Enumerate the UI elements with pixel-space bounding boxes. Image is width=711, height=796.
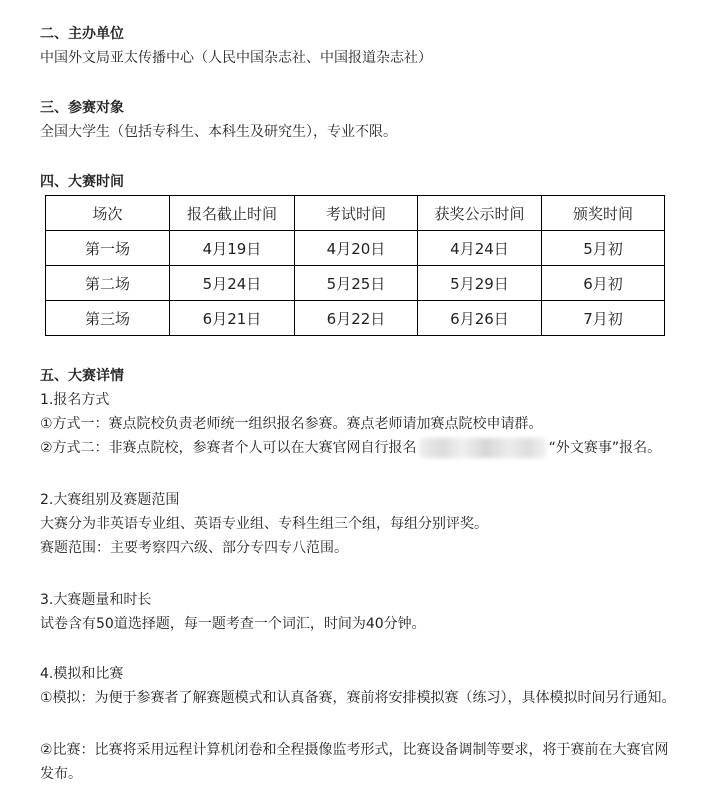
table-row — [46, 266, 665, 301]
redacted-url-blur — [419, 438, 547, 458]
table-cell: 5月25日 — [295, 266, 418, 301]
sub-1-title: 1.报名方式 — [40, 392, 110, 408]
table-cell: 第一场 — [46, 231, 170, 266]
section-5-heading: 五、大赛详情 — [40, 368, 124, 384]
table-row — [46, 301, 665, 336]
section-3-text: 全国大学生（包括专科生、本科生及研究生），专业不限。 — [40, 124, 397, 140]
sub-1-item-2-before: ②方式二：非赛点院校，参赛者个人可以在大赛官网自行报名 — [40, 440, 417, 456]
table-cell: 6月初 — [542, 266, 665, 301]
table-row — [46, 231, 665, 266]
table-cell: 6月22日 — [295, 301, 418, 336]
sub-1-item-2 — [40, 438, 661, 458]
section-3-heading: 三、参赛对象 — [40, 100, 124, 116]
table-header-cell: 考试时间 — [295, 196, 418, 231]
section-2-text: 中国外文局亚太传播中心（人民中国杂志社、中国报道杂志社） — [40, 50, 432, 66]
table-header-cell: 场次 — [46, 196, 170, 231]
sub-1-item-2-after: “外文赛事”报名。 — [548, 440, 662, 456]
table-cell: 4月19日 — [170, 231, 295, 266]
table-cell: 4月20日 — [295, 231, 418, 266]
sub-4-title: 4.模拟和比赛 — [40, 666, 124, 682]
table-header-cell: 获奖公示时间 — [418, 196, 542, 231]
section-2-heading: 二、主办单位 — [40, 26, 124, 42]
table-cell: 4月24日 — [418, 231, 542, 266]
sub-2-title: 2.大赛组别及赛题范围 — [40, 492, 180, 508]
table-cell: 5月初 — [542, 231, 665, 266]
sub-4-item-2: ②比赛：比赛将采用远程计算机闭卷和全程摄像监考形式，比赛设备调制等要求，将于赛前在大赛官网发布。 — [40, 742, 669, 782]
table-cell: 第三场 — [46, 301, 170, 336]
table-header-cell: 报名截止时间 — [170, 196, 295, 231]
table-cell: 6月21日 — [170, 301, 295, 336]
sub-4-item-1: ①模拟：为便于参赛者了解赛题模式和认真备赛，赛前将安排模拟赛（练习），具体模拟时间另行通知。 — [40, 690, 676, 706]
table-cell: 6月26日 — [418, 301, 542, 336]
section-4-heading: 四、大赛时间 — [40, 174, 124, 190]
sub-2-line-2: 赛题范围：主要考察四六级、部分专四专八范围。 — [40, 540, 348, 556]
schedule-table — [45, 195, 665, 336]
sub-3-line-1: 试卷含有50道选择题，每一题考查一个词汇，时间为40分钟。 — [40, 616, 426, 632]
table-cell: 5月29日 — [418, 266, 542, 301]
table-cell: 5月24日 — [170, 266, 295, 301]
sub-3-title: 3.大赛题量和时长 — [40, 592, 152, 608]
table-header-row — [46, 196, 665, 231]
sub-1-item-1: ①方式一：赛点院校负责老师统一组织报名参赛。赛点老师请加赛点院校申请群。 — [40, 416, 543, 432]
table-cell: 7月初 — [542, 301, 665, 336]
table-cell: 第二场 — [46, 266, 170, 301]
table-header-cell: 颁奖时间 — [542, 196, 665, 231]
sub-2-line-1: 大赛分为非英语专业组、英语专业组、专科生组三个组，每组分别评奖。 — [40, 516, 488, 532]
